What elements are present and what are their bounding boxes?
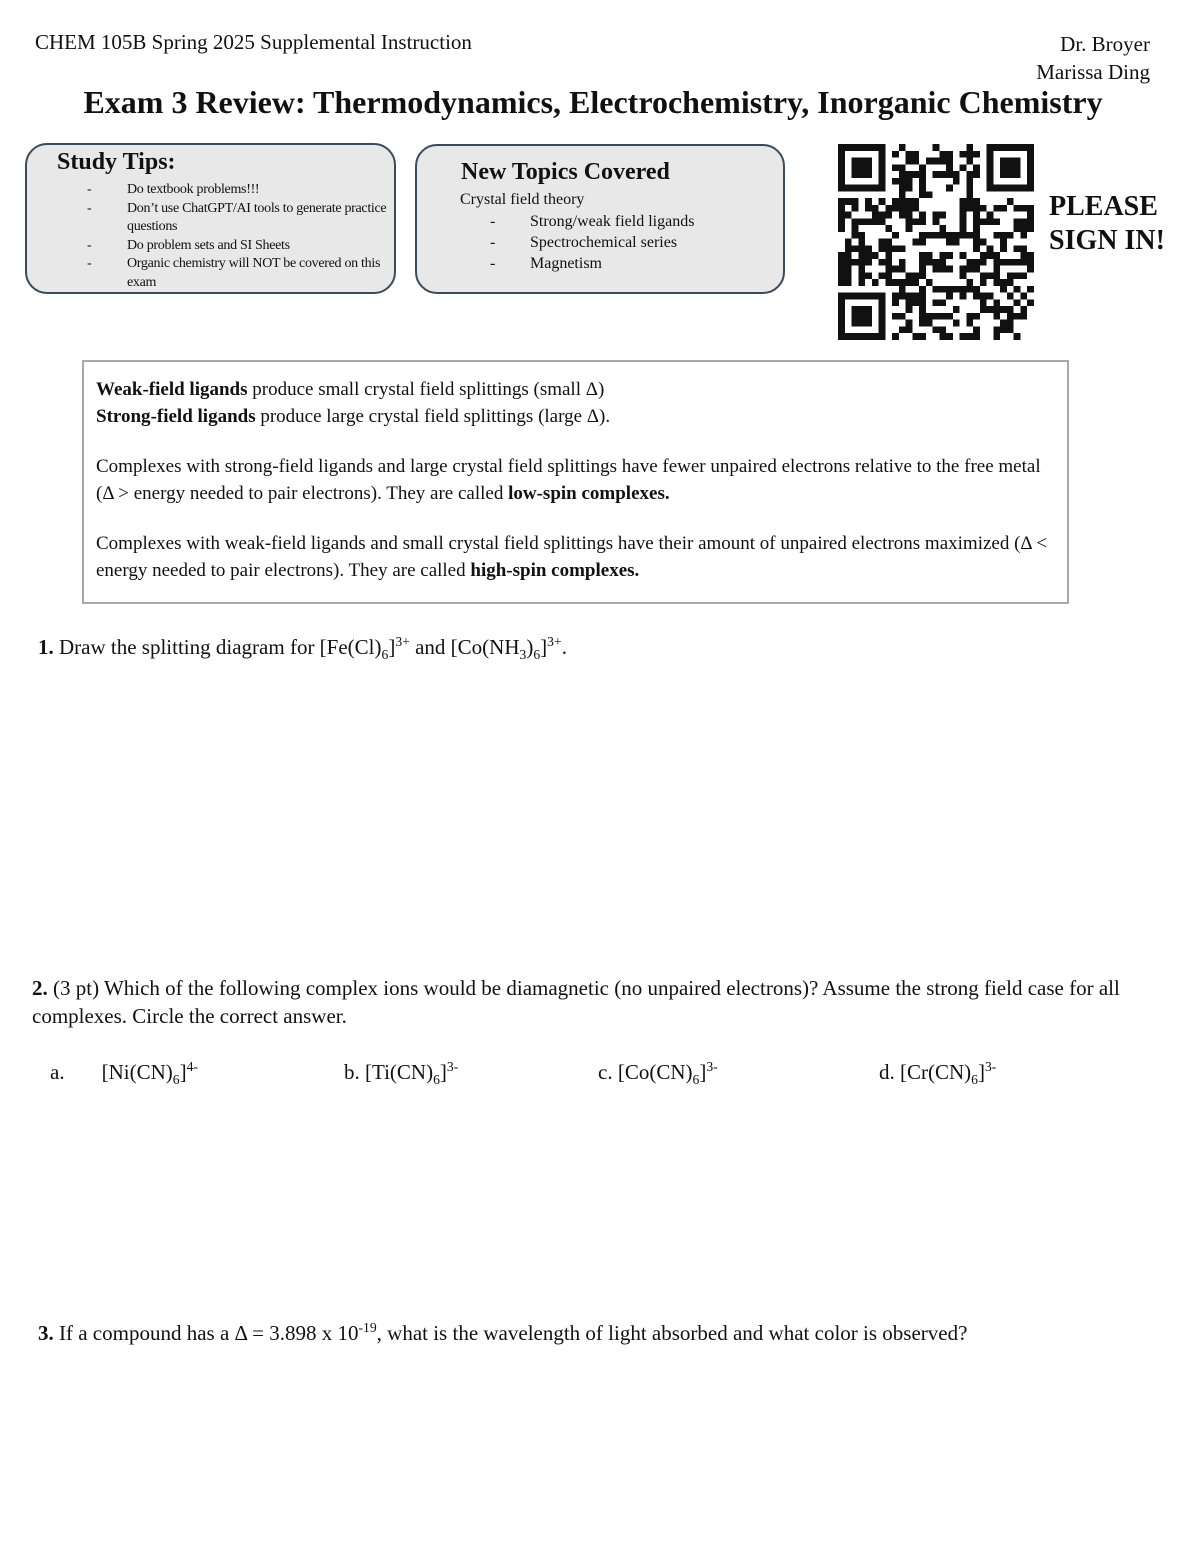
list-item: - Do textbook problems!!! [87,181,387,200]
low-spin-desc: Complexes with strong-field ligands and large crystal field splittings have fewer unpaired electrons relative to the free metal (Δ > energy needed to pair electrons). They are called [96,456,1041,504]
option-letter: d. [879,1060,895,1084]
weak-field-line [96,376,1055,403]
author-block [1036,30,1150,86]
subscript: 6 [381,647,389,663]
answer-option-b[interactable] [344,1059,458,1088]
question-text: . [561,635,567,659]
option-formula: [Co(CN) [617,1060,693,1084]
question-number: 1. [38,635,54,659]
question-text: ] [540,635,548,659]
option-letter: a. [50,1060,65,1084]
question-text: Draw the splitting diagram for [Fe(Cl) [53,635,382,659]
question-3 [38,1314,967,1347]
subscript: 6 [971,1072,978,1088]
high-spin-paragraph [96,530,1055,584]
weak-field-term: Weak-field ligands [96,379,248,400]
option-formula: ] [699,1060,707,1084]
page-title: Exam 3 Review: Thermodynamics, Electrochemistry, Inorganic Chemistry [83,84,1103,120]
charge: 4- [186,1059,198,1074]
low-spin-paragraph [96,453,1055,507]
question-text: ) [526,635,534,659]
option-letter: b. [344,1060,360,1084]
charge: 3- [706,1059,718,1074]
list-item: - Magnetism [490,253,694,274]
new-topics-heading: New Topics Covered [461,159,670,185]
study-tips-panel [25,143,396,294]
option-formula: [Ti(CN) [365,1060,434,1084]
study-tips-list [87,181,387,292]
question-1 [38,628,567,669]
subscript: 3 [519,647,527,663]
list-item: - Spectrochemical series [490,232,694,253]
new-topics-panel [415,144,785,294]
instructor-name: Dr. Broyer [1060,32,1150,56]
list-item: - Don’t use ChatGPT/AI tools to generate practice questions [87,200,387,237]
list-item: - Strong/weak field ligands [490,211,694,232]
answer-option-c[interactable] [598,1059,718,1088]
subscript: 6 [692,1072,700,1088]
question-number: 2. [32,976,48,1000]
subscript: 6 [172,1072,180,1088]
question-number: 3. [38,1321,54,1345]
charge: 3- [984,1059,997,1074]
subscript: 6 [433,1072,440,1088]
question-text: and [Co(NH [409,635,520,659]
high-spin-desc: Complexes with weak-field ligands and small crystal field splittings have their amount of unpaired electrons maximized (Δ < energy needed to pair electrons). They are called [96,533,1048,581]
question-text: ] [388,635,396,659]
option-formula: ] [179,1060,187,1084]
study-tips-heading: Study Tips: [57,149,176,175]
list-item: - Do problem sets and SI Sheets [87,237,387,256]
strong-field-desc: produce large crystal field splittings (large Δ). [255,406,611,427]
weak-field-desc: produce small crystal field splittings (small Δ) [247,379,605,400]
question-text: (3 pt) Which of the following complex ions would be diamagnetic (no unpaired electrons)? Assume the strong field case for all complexes. Circle the correct answer. [32,976,1120,1028]
option-formula: [Cr(CN) [900,1060,972,1084]
strong-field-line [96,403,1055,430]
subscript: 6 [533,647,541,663]
sign-in-prompt [1049,190,1165,258]
course-header: CHEM 105B Spring 2025 Supplemental Instruction [35,30,472,54]
charge: 3- [446,1059,459,1074]
exponent: -19 [358,1320,377,1335]
high-spin-term: high-spin complexes. [470,560,640,581]
option-formula: [Ni(CN) [101,1060,173,1084]
sign-in-line-2: SIGN IN! [1049,225,1165,256]
strong-field-term: Strong-field ligands [96,406,256,427]
new-topics-list [490,211,694,274]
option-formula: ] [439,1060,447,1084]
charge: 3+ [547,634,562,649]
list-item: - Organic chemistry will NOT be covered on this exam [87,255,387,292]
option-formula: ] [977,1060,985,1084]
question-text: If a compound has a Δ = 3.898 x 10 [53,1321,359,1345]
question-2 [32,974,1132,1030]
ligand-info-box [82,360,1069,604]
sign-in-line-1: PLEASE [1049,191,1158,222]
leader-name: Marissa Ding [1036,60,1150,84]
answer-option-d[interactable] [879,1059,996,1088]
new-topics-subheading: Crystal field theory [460,191,585,208]
charge: 3+ [395,634,410,649]
question-text: , what is the wavelength of light absorbed and what color is observed? [376,1321,968,1345]
sign-in-qr-code[interactable] [838,144,1034,340]
answer-option-a[interactable] [50,1059,198,1088]
option-letter: c. [598,1060,613,1084]
low-spin-term: low-spin complexes. [508,483,670,504]
